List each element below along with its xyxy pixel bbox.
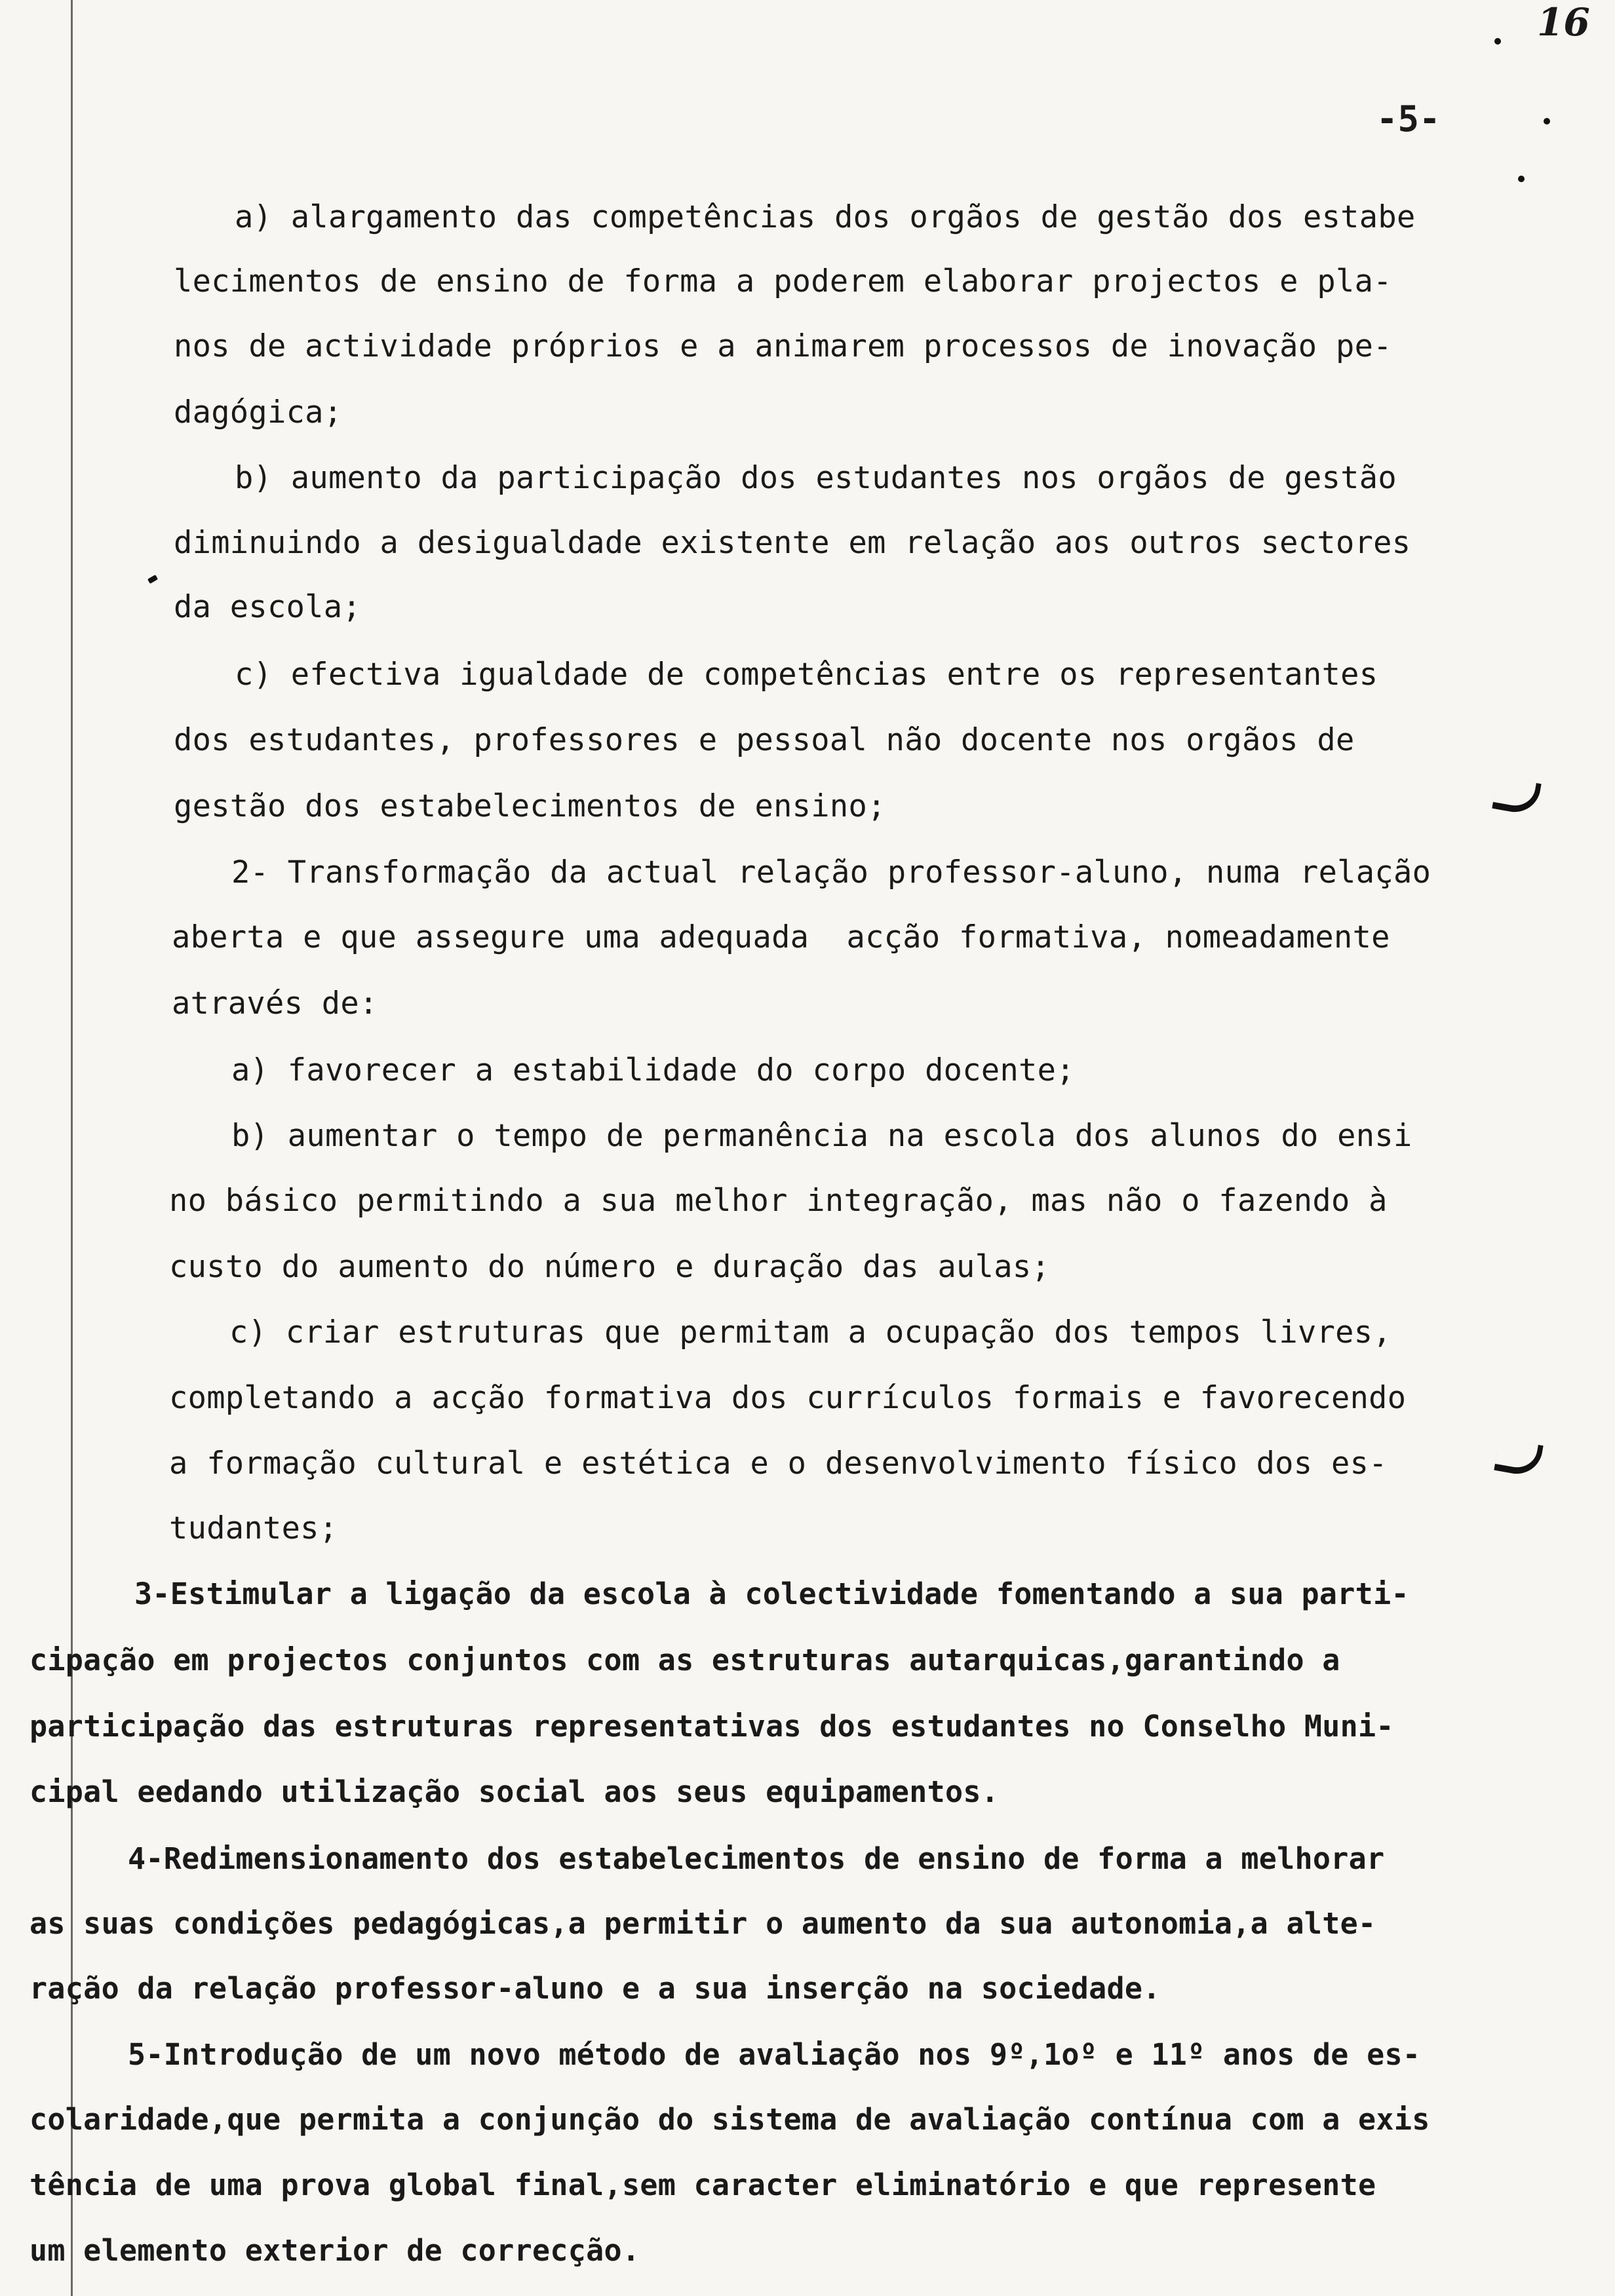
- check-mark-icon: [1494, 1438, 1544, 1478]
- margin-rule: [71, 0, 73, 2296]
- text-line: no básico permitindo a sua melhor integração, mas não o fazendo à: [169, 1183, 1388, 1219]
- text-line: nos de actividade próprios e a animarem processos de inovação pe-: [174, 328, 1392, 364]
- text-line: 2- Transformação da actual relação professor-aluno, numa relação: [231, 854, 1431, 890]
- text-line: gestão dos estabelecimentos de ensino;: [174, 788, 886, 824]
- text-line: b) aumentar o tempo de permanência na escola dos alunos do ensi: [231, 1118, 1412, 1154]
- text-line: da escola;: [174, 589, 361, 625]
- speck-dot: [1494, 38, 1501, 45]
- text-line: 5-Introdução de um novo método de avaliação nos 9º,1oº e 11º anos de es-: [128, 2037, 1421, 2072]
- text-line: dos estudantes, professores e pessoal não docente nos orgãos de: [174, 722, 1355, 758]
- text-line: ração da relação professor-aluno e a sua inserção na sociedade.: [29, 1971, 1161, 2006]
- text-line: a) alargamento das competências dos orgãos de gestão dos estabe: [235, 199, 1416, 235]
- text-line: as suas condições pedagógicas,a permitir o aumento da sua autonomia,a alte-: [29, 1906, 1376, 1941]
- check-mark-icon: [1492, 776, 1542, 816]
- text-line: 4-Redimensionamento dos estabelecimentos de ensino de forma a melhorar: [128, 1841, 1385, 1876]
- text-line: diminuindo a desigualdade existente em relação aos outros sectores: [174, 525, 1411, 561]
- text-line: participação das estruturas representativas dos estudantes no Conselho Muni-: [29, 1709, 1394, 1744]
- text-line: tência de uma prova global final,sem caracter eliminatório e que represente: [29, 2168, 1376, 2202]
- text-line: c) criar estruturas que permitam a ocupação dos tempos livres,: [229, 1314, 1391, 1350]
- text-line: a) favorecer a estabilidade do corpo docente;: [231, 1052, 1075, 1088]
- text-line: cipal eedando utilização social aos seus equipamentos.: [29, 1774, 1000, 1809]
- speck-dot: [1518, 176, 1525, 182]
- text-line: custo do aumento do número e duração das aulas;: [169, 1249, 1051, 1285]
- text-line: cipação em projectos conjuntos com as estruturas autarquicas,garantindo a: [29, 1643, 1340, 1677]
- speck-dot: [147, 575, 158, 584]
- text-line: tudantes;: [169, 1510, 338, 1546]
- page-number: -5-: [1376, 98, 1441, 140]
- text-line: completando a acção formativa dos currículos formais e favorecendo: [169, 1380, 1407, 1416]
- speck-dot: [1544, 118, 1550, 124]
- text-line: b) aumento da participação dos estudantes nos orgãos de gestão: [235, 460, 1397, 496]
- text-line: através de:: [172, 985, 378, 1022]
- text-line: dagógica;: [174, 394, 343, 430]
- text-line: lecimentos de ensino de forma a poderem elaborar projectos e pla-: [174, 263, 1392, 299]
- text-line: c) efectiva igualdade de competências entre os representantes: [235, 657, 1378, 693]
- text-line: um elemento exterior de correcção.: [29, 2233, 640, 2268]
- corner-annotation: 16: [1537, 0, 1590, 45]
- text-line: 3-Estimular a ligação da escola à colectividade fomentando a sua parti-: [134, 1577, 1409, 1611]
- text-line: colaridade,que permita a conjunção do sistema de avaliação contínua com a exis: [29, 2102, 1430, 2137]
- text-line: aberta e que assegure uma adequada acção formativa, nomeadamente: [172, 919, 1390, 955]
- text-line: a formação cultural e estética e o desenvolvimento físico dos es-: [169, 1445, 1388, 1482]
